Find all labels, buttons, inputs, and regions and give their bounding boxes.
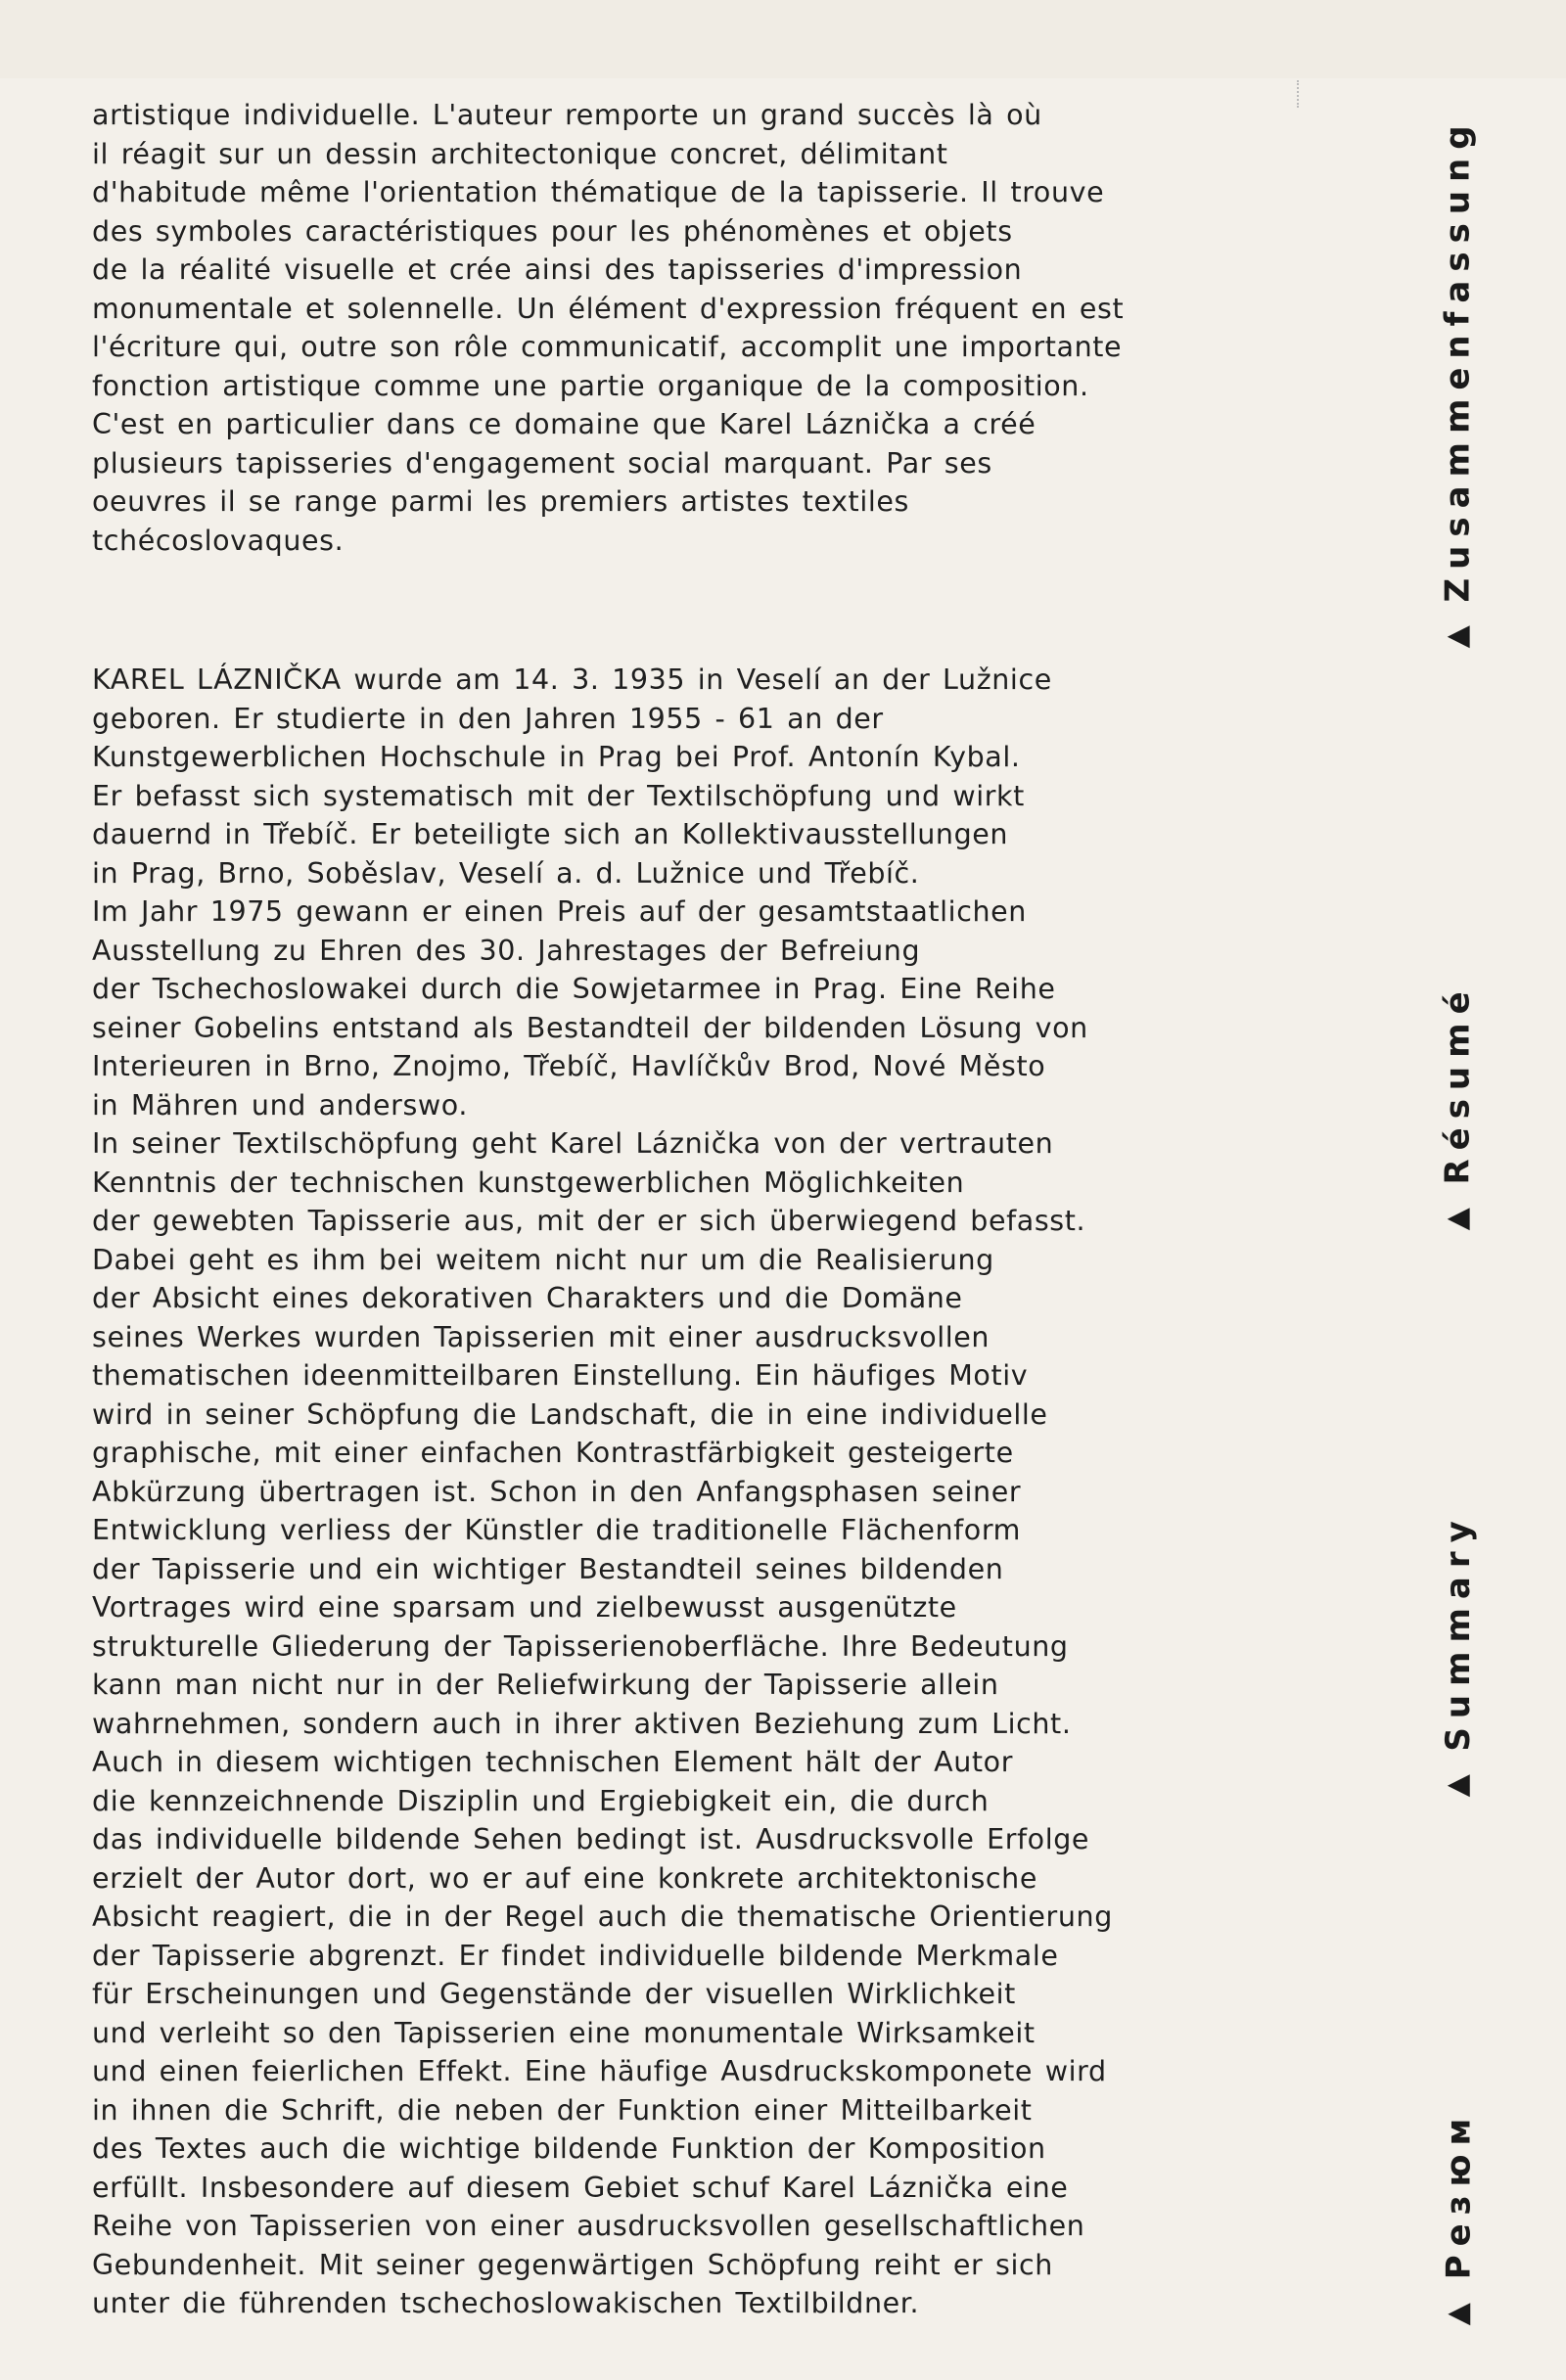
- text-line: il réagit sur un dessin architectonique concret, délimitant: [92, 137, 948, 170]
- text-line: unter die führenden tschechoslowakischen Textilbildner.: [92, 2287, 920, 2319]
- text-line: tchécoslovaques.: [92, 524, 345, 557]
- french-paragraph: [92, 96, 1247, 560]
- text-line: Vortrages wird eine sparsam und zielbewusst ausgenützte: [92, 1591, 957, 1624]
- text-line: des symboles caractéristiques pour les phénomènes et objets: [92, 214, 1013, 248]
- paragraph-gap: [92, 560, 1247, 661]
- text-line: in Prag, Brno, Soběslav, Veselí a. d. Lužnice und Třebíč.: [92, 856, 920, 890]
- tab-rezyume[interactable]: [1429, 2094, 1488, 2339]
- text-line: graphische, mit einer einfachen Kontrastfärbigkeit gesteigerte: [92, 1437, 1014, 1469]
- margin-mark: [1297, 80, 1301, 108]
- text-line: Abkürzung übertragen ist. Schon in den Anfangsphasen seiner: [92, 1475, 1022, 1508]
- text-line: C'est en particulier dans ce domaine que Karel Láznička a créé: [92, 408, 1036, 440]
- text-line: seiner Gobelins entstand als Bestandteil der bildenden Lösung von: [92, 1011, 1088, 1044]
- text-line: der gewebten Tapisserie aus, mit der er sich überwiegend befasst.: [92, 1205, 1086, 1237]
- text-line: plusieurs tapisseries d'engagement social marquant. Par ses: [92, 446, 992, 480]
- text-line: dauernd in Třebíč. Er beteiligte sich an Kollektivausstellungen: [92, 818, 1009, 850]
- text-line: Dabei geht es ihm bei weitem nicht nur um die Realisierung: [92, 1243, 994, 1276]
- tab-resume[interactable]: [1429, 959, 1488, 1253]
- text-line: thematischen ideenmitteilbaren Einstellung. Ein häufiges Motiv: [92, 1359, 1029, 1392]
- text-line: in Mähren und anderswo.: [92, 1088, 469, 1121]
- text-line: KAREL LÁZNIČKA wurde am 14. 3. 1935 in Veselí an der Lužnice: [92, 664, 1052, 696]
- text-line: strukturelle Gliederung der Tapisserienoberfläche. Ihre Bedeutung: [92, 1629, 1069, 1663]
- tab-summary[interactable]: [1429, 1497, 1488, 1810]
- triangle-arrow-icon: ◀: [1447, 2295, 1470, 2330]
- text-line: und verleiht so den Tapisserien eine monumentale Wirksamkeit: [92, 2016, 1036, 2049]
- triangle-arrow-icon: ◀: [1447, 618, 1470, 653]
- text-line: die kennzeichnende Disziplin und Ergiebigkeit ein, die durch: [92, 1784, 990, 1817]
- text-line: artistique individuelle. L'auteur remporte un grand succès là où: [92, 99, 1042, 131]
- text-line: d'habitude même l'orientation thématique de la tapisserie. Il trouve: [92, 176, 1105, 208]
- text-column: [92, 96, 1247, 2323]
- text-line: oeuvres il se range parmi les premiers artistes textiles: [92, 485, 909, 518]
- tab-label: Резюм: [1439, 2109, 1479, 2280]
- text-line: Absicht reagiert, die in der Regel auch die thematische Orientierung: [92, 1900, 1113, 1933]
- text-line: fonction artistique comme une partie organique de la composition.: [92, 369, 1089, 402]
- text-line: de la réalité visuelle et crée ainsi des tapisseries d'impression: [92, 253, 1023, 286]
- tab-label: Zusammenfassung: [1439, 116, 1479, 603]
- triangle-arrow-icon: ◀: [1447, 1766, 1470, 1802]
- text-line: Ausstellung zu Ehren des 30. Jahrestages der Befreiung: [92, 934, 921, 967]
- text-line: geboren. Er studierte in den Jahren 1955 - 61 an der: [92, 702, 884, 735]
- text-line: wird in seiner Schöpfung die Landschaft, die in eine individuelle: [92, 1397, 1048, 1431]
- language-tabs: [1409, 0, 1527, 2380]
- tab-label: Summary: [1439, 1512, 1478, 1752]
- text-line: kann man nicht nur in der Reliefwirkung der Tapisserie allein: [92, 1669, 999, 1701]
- text-line: und einen feierlichen Effekt. Eine häufige Ausdruckskomponete wird: [92, 2055, 1107, 2087]
- triangle-arrow-icon: ◀: [1447, 1200, 1470, 1235]
- text-line: das individuelle bildende Sehen bedingt ist. Ausdrucksvolle Erfolge: [92, 1823, 1090, 1855]
- text-line: der Tapisserie abgrenzt. Er findet individuelle bildende Merkmale: [92, 1939, 1059, 1972]
- text-line: Er befasst sich systematisch mit der Textilschöpfung und wirkt: [92, 779, 1025, 812]
- text-line: l'écriture qui, outre son rôle communicatif, accomplit une importante: [92, 331, 1123, 363]
- text-line: erzielt der Autor dort, wo er auf eine konkrete architektonische: [92, 1861, 1037, 1895]
- text-line: der Tapisserie und ein wichtiger Bestandteil seines bildenden: [92, 1552, 1004, 1585]
- text-line: des Textes auch die wichtige bildende Funktion der Komposition: [92, 2132, 1046, 2165]
- tab-zusammenfassung[interactable]: [1429, 108, 1488, 656]
- text-line: Gebundenheit. Mit seiner gegenwärtigen Schöpfung reiht er sich: [92, 2248, 1053, 2281]
- text-line: Im Jahr 1975 gewann er einen Preis auf der gesamtstaatlichen: [92, 895, 1027, 928]
- german-paragraph: [92, 661, 1247, 2323]
- text-line: in ihnen die Schrift, die neben der Funktion einer Mitteilbarkeit: [92, 2093, 1033, 2127]
- text-line: monumentale et solennelle. Un élément d'expression fréquent en est: [92, 292, 1125, 325]
- text-line: seines Werkes wurden Tapisserien mit einer ausdrucksvollen: [92, 1320, 990, 1353]
- text-line: Interieuren in Brno, Znojmo, Třebíč, Havlíčkův Brod, Nové Město: [92, 1050, 1046, 1082]
- text-line: wahrnehmen, sondern auch in ihrer aktiven Beziehung zum Licht.: [92, 1707, 1072, 1740]
- text-line: Auch in diesem wichtigen technischen Element hält der Autor: [92, 1746, 1014, 1778]
- text-line: erfüllt. Insbesondere auf diesem Gebiet schuf Karel Láznička eine: [92, 2171, 1069, 2204]
- text-line: Kunstgewerblichen Hochschule in Prag bei Prof. Antonín Kybal.: [92, 741, 1021, 773]
- text-line: In seiner Textilschöpfung geht Karel Láznička von der vertrauten: [92, 1127, 1054, 1160]
- top-strip: [0, 0, 1566, 78]
- text-line: der Absicht eines dekorativen Charakters und die Domäne: [92, 1282, 963, 1314]
- text-line: Reihe von Tapisserien von einer ausdrucksvollen gesellschaftlichen: [92, 2210, 1085, 2242]
- tab-label: Résumé: [1439, 983, 1478, 1185]
- text-line: für Erscheinungen und Gegenstände der visuellen Wirklichkeit: [92, 1978, 1016, 2010]
- text-line: Kenntnis der technischen kunstgewerblichen Möglichkeiten: [92, 1166, 965, 1199]
- text-line: Entwicklung verliess der Künstler die traditionelle Flächenform: [92, 1514, 1022, 1546]
- text-line: der Tschechoslowakei durch die Sowjetarmee in Prag. Eine Reihe: [92, 973, 1056, 1005]
